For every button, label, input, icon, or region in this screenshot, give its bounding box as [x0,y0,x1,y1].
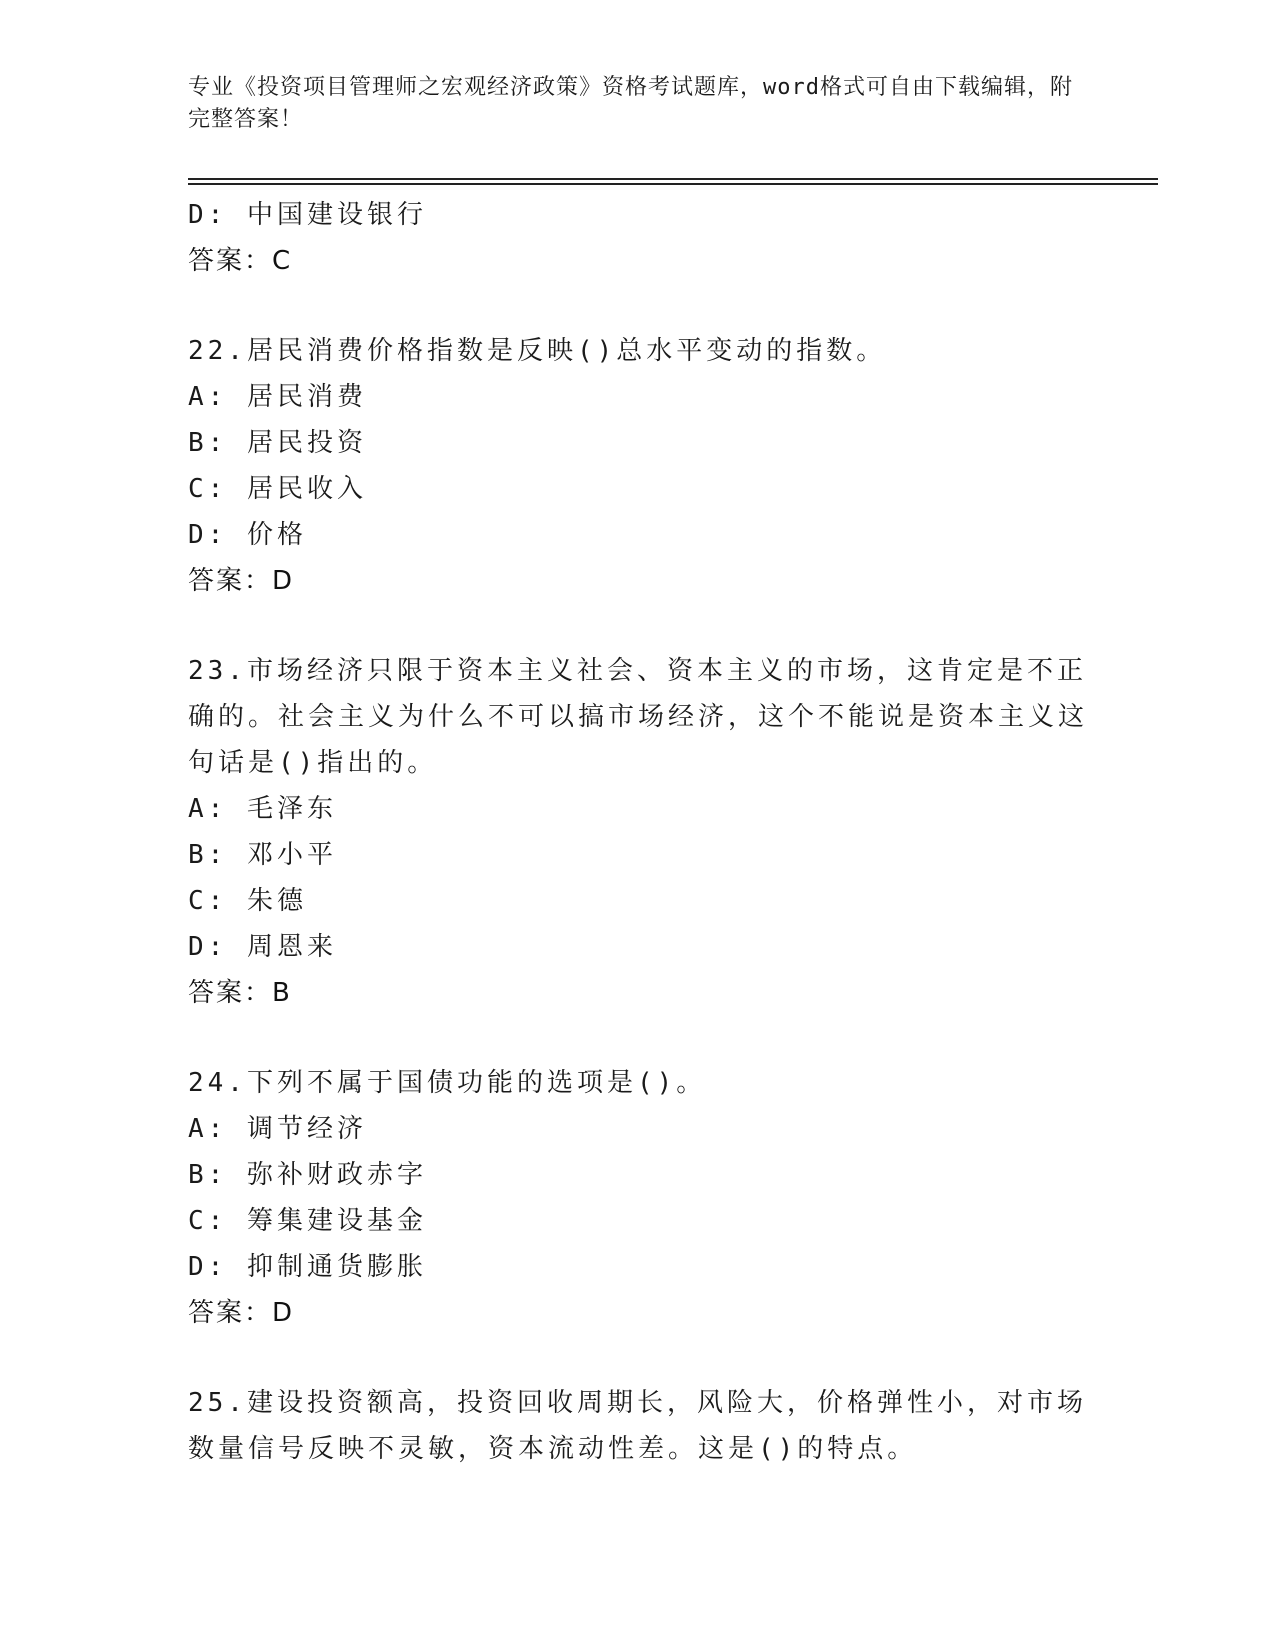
answer: 答案：D [188,566,295,596]
question-25 [188,1380,1088,1472]
question-list [188,192,1088,1472]
option-a: A: 居民消费 [188,382,367,412]
question-21-tail [188,192,1088,284]
question-text: 25.建设投资额高，投资回收周期长，风险大，价格弹性小，对市场数量信号反映不灵敏，资本流动性差。这是()的特点。 [188,1388,1087,1464]
answer: 答案：B [188,978,292,1008]
option-d: D: 中国建设银行 [188,200,427,230]
question-text: 24.下列不属于国债功能的选项是()。 [188,1068,707,1098]
option-c: C: 朱德 [188,886,307,916]
header-rule-bottom [188,183,1158,185]
option-b: B: 弥补财政赤字 [188,1160,427,1190]
option-a: A: 毛泽东 [188,794,337,824]
question-text: 23.市场经济只限于资本主义社会、资本主义的市场，这肯定是不正确的。社会主义为什么不可以搞市场经济，这个不能说是资本主义这句话是()指出的。 [188,656,1089,778]
option-d: D: 周恩来 [188,932,337,962]
option-b: B: 居民投资 [188,428,367,458]
option-d: D: 价格 [188,520,307,550]
answer: 答案：C [188,246,293,276]
question-22 [188,328,1088,604]
option-b: B: 邓小平 [188,840,337,870]
question-24 [188,1060,1088,1336]
option-c: C: 居民收入 [188,474,367,504]
answer: 答案：D [188,1298,295,1328]
option-a: A: 调节经济 [188,1114,367,1144]
header-rule-top [188,178,1158,180]
question-text: 22.居民消费价格指数是反映()总水平变动的指数。 [188,336,887,366]
option-d: D: 抑制通货膨胀 [188,1252,427,1282]
question-23 [188,648,1088,1016]
document-header: 专业《投资项目管理师之宏观经济政策》资格考试题库，word格式可自由下载编辑，附完整答案！ [188,75,1073,132]
option-c: C: 筹集建设基金 [188,1206,427,1236]
